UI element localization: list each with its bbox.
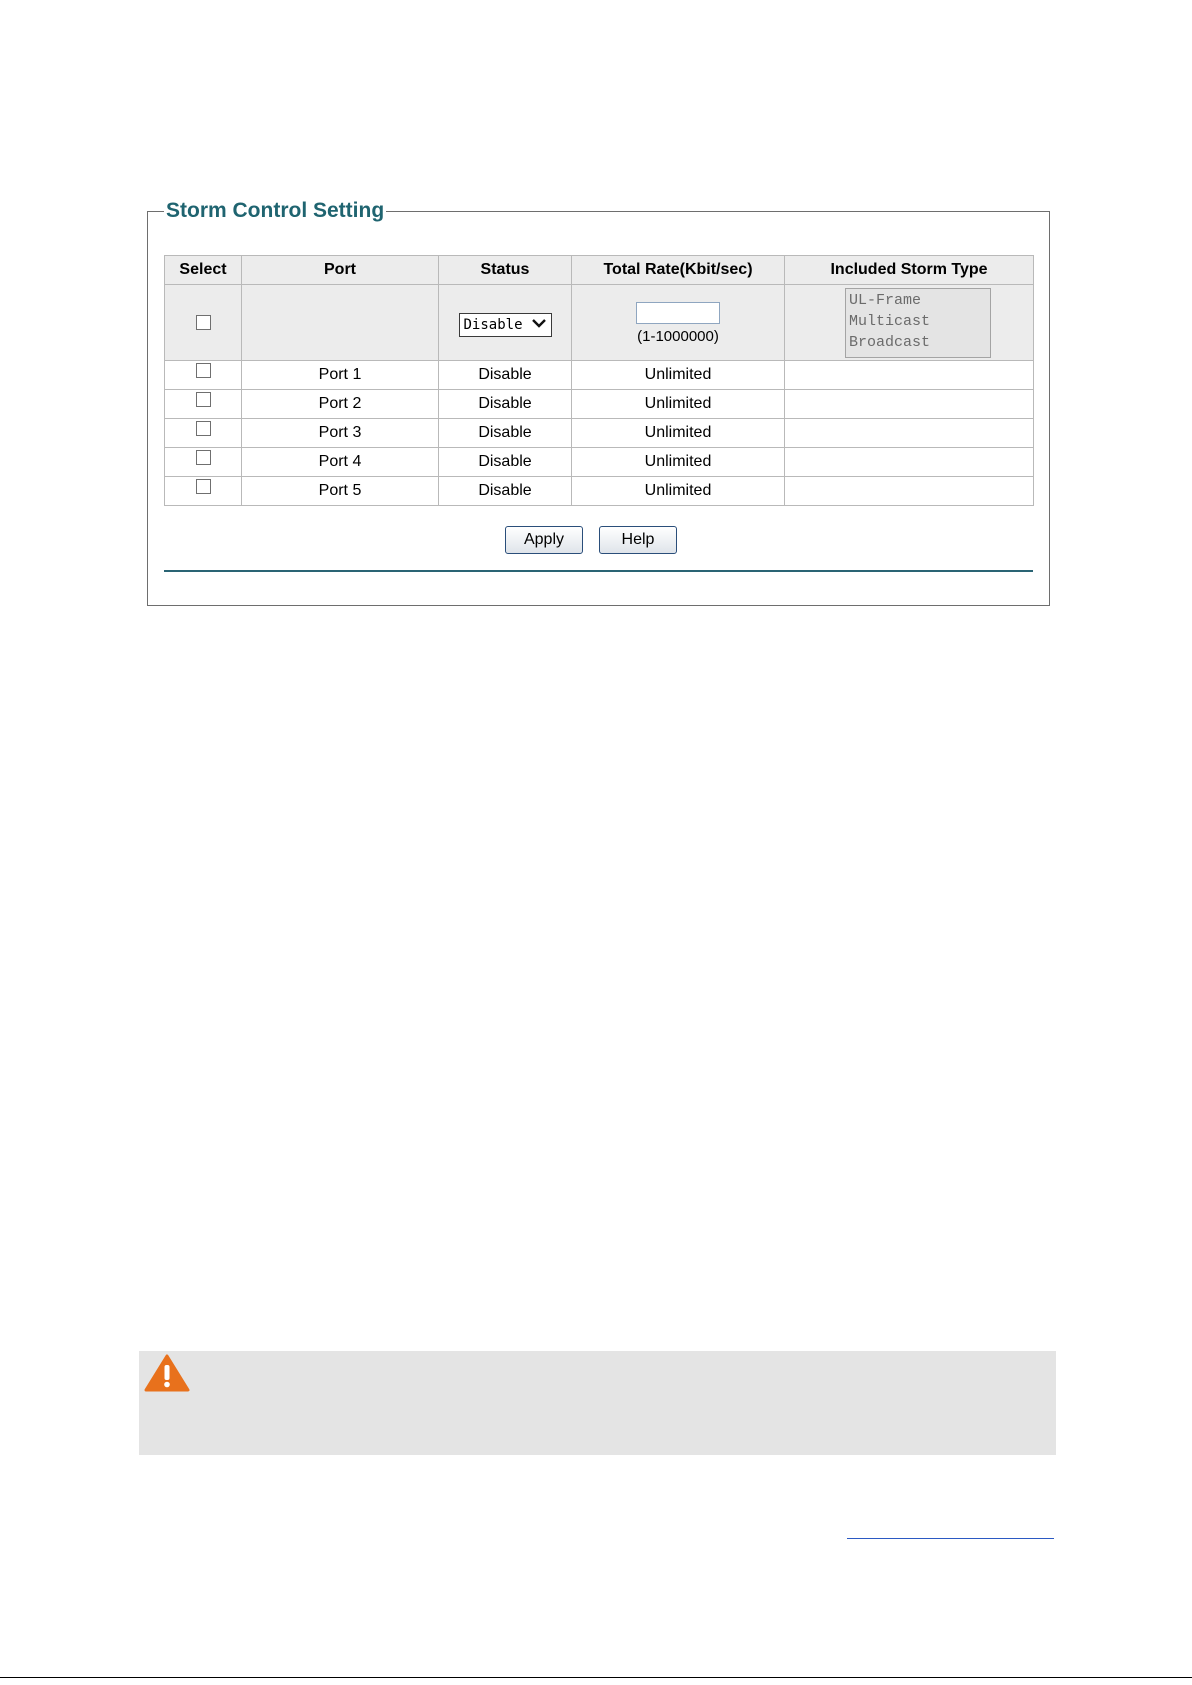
header-port: Port xyxy=(242,256,439,285)
warning-note xyxy=(139,1351,1056,1455)
storm-type-option[interactable]: UL-Frame xyxy=(849,291,922,309)
port-status: Disable xyxy=(439,390,572,419)
panel-divider xyxy=(164,570,1033,572)
port-name: Port 1 xyxy=(242,361,439,390)
edit-select-cell xyxy=(165,285,242,361)
table-row xyxy=(165,361,1034,390)
table-row xyxy=(165,419,1034,448)
port-name: Port 5 xyxy=(242,477,439,506)
storm-type-option[interactable]: Multicast xyxy=(849,312,931,330)
port-rate: Unlimited xyxy=(572,448,785,477)
port-rate: Unlimited xyxy=(572,419,785,448)
chevron-down-icon xyxy=(531,317,547,333)
row-select-checkbox[interactable] xyxy=(196,392,211,407)
port-storm-type xyxy=(785,477,1034,506)
edit-rate-cell xyxy=(572,285,785,361)
header-status: Status xyxy=(439,256,572,285)
total-rate-input[interactable] xyxy=(636,302,720,324)
edit-storm-type-cell xyxy=(785,285,1034,361)
edit-port-cell xyxy=(242,285,439,361)
rate-range-hint: (1-1000000) xyxy=(637,327,719,345)
help-button[interactable]: Help xyxy=(599,526,677,554)
page-footer-rule xyxy=(0,1677,1192,1678)
edit-status-cell xyxy=(439,285,572,361)
port-rate: Unlimited xyxy=(572,477,785,506)
port-name: Port 4 xyxy=(242,448,439,477)
port-rate: Unlimited xyxy=(572,361,785,390)
row-select-checkbox[interactable] xyxy=(196,363,211,378)
status-select[interactable] xyxy=(459,313,552,337)
port-storm-type xyxy=(785,390,1034,419)
port-storm-type xyxy=(785,361,1034,390)
storm-type-option[interactable]: Broadcast xyxy=(849,333,931,351)
port-name: Port 2 xyxy=(242,390,439,419)
hyperlink-underline[interactable] xyxy=(847,1538,1054,1539)
port-name: Port 3 xyxy=(242,419,439,448)
panel-title: Storm Control Setting xyxy=(164,197,386,225)
storm-control-table xyxy=(164,255,1034,506)
storm-type-list[interactable] xyxy=(845,288,991,358)
port-status: Disable xyxy=(439,419,572,448)
header-total-rate: Total Rate(Kbit/sec) xyxy=(572,256,785,285)
port-storm-type xyxy=(785,419,1034,448)
table-row xyxy=(165,448,1034,477)
select-all-checkbox[interactable] xyxy=(196,315,211,330)
table-row xyxy=(165,477,1034,506)
apply-button[interactable]: Apply xyxy=(505,526,583,554)
row-select-checkbox[interactable] xyxy=(196,479,211,494)
table-header-row xyxy=(165,256,1034,285)
port-status: Disable xyxy=(439,477,572,506)
row-select-checkbox[interactable] xyxy=(196,421,211,436)
port-storm-type xyxy=(785,448,1034,477)
status-select-value: Disable xyxy=(463,316,523,333)
port-rate: Unlimited xyxy=(572,390,785,419)
port-status: Disable xyxy=(439,361,572,390)
row-select-checkbox[interactable] xyxy=(196,450,211,465)
edit-row xyxy=(165,285,1034,361)
header-select: Select xyxy=(165,256,242,285)
table-row xyxy=(165,390,1034,419)
header-storm-type: Included Storm Type xyxy=(785,256,1034,285)
port-status: Disable xyxy=(439,448,572,477)
warning-icon xyxy=(143,1353,191,1398)
